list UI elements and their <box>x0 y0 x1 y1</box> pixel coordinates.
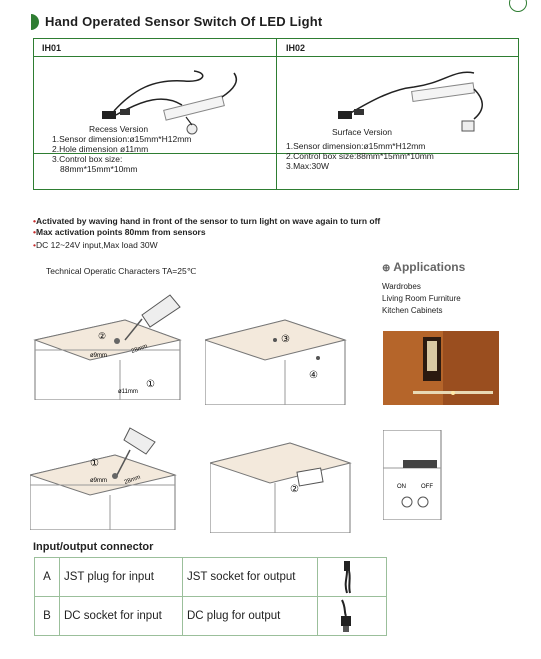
bullet-icon: • <box>33 216 36 226</box>
svg-text:ø9mm: ø9mm <box>90 478 107 484</box>
version-caption: Surface Version <box>332 127 393 137</box>
spec-item: 3.Max:30W <box>286 161 329 171</box>
connector-heading: Input/output connector <box>33 541 154 553</box>
list-item: Wardrobes <box>382 282 421 291</box>
spec-list <box>52 134 191 174</box>
row-letter: B <box>35 597 60 636</box>
svg-text:①: ① <box>90 458 99 469</box>
svg-text:28mm: 28mm <box>123 474 142 486</box>
list-item: Kitchen Cabinets <box>382 306 443 315</box>
svg-text:②: ② <box>98 331 107 341</box>
model-label: IH02 <box>286 43 306 53</box>
bullet-icon: • <box>33 227 36 237</box>
model-label: IH01 <box>42 43 62 53</box>
output-cell: JST socket for output <box>183 558 318 597</box>
dc-connector-icon <box>322 598 378 634</box>
install-diagram-wire <box>205 300 355 405</box>
svg-text:ø11mm: ø11mm <box>118 389 138 395</box>
spec-item: 88mm*15mm*10mm <box>60 164 138 174</box>
feature-item: •Activated by waving hand in front of the sensor to turn light on wave again to turn off <box>33 216 381 226</box>
table-row <box>35 597 387 636</box>
bullet-icon: • <box>33 240 36 250</box>
application-photo <box>383 331 499 405</box>
list-item: Living Room Furniture <box>382 294 461 303</box>
applications-heading: ⊕ Applications <box>382 260 466 274</box>
page-title: Hand Operated Sensor Switch Of LED Light <box>45 14 323 29</box>
spec-list <box>286 141 434 171</box>
install-diagram-mount <box>210 428 355 533</box>
row-letter: A <box>35 558 60 597</box>
connector-image-cell <box>318 597 387 636</box>
input-cell: JST plug for input <box>60 558 183 597</box>
output-cell: DC plug for output <box>183 597 318 636</box>
connector-image-cell <box>318 558 387 597</box>
svg-text:28mm: 28mm <box>130 343 149 355</box>
jst-connector-icon <box>322 559 378 595</box>
feature-item: •DC 12~24V input,Max load 30W <box>33 240 158 250</box>
connector-table <box>34 557 387 636</box>
spec-item: 3.Control box size: <box>52 154 123 164</box>
svg-text:③: ③ <box>281 334 290 345</box>
title-marker <box>31 14 39 30</box>
applications-list <box>382 281 461 317</box>
svg-text:④: ④ <box>309 370 318 381</box>
input-cell: DC socket for input <box>60 597 183 636</box>
technical-note: Technical Operatic Characters TA=25℃ <box>46 266 197 276</box>
target-icon: ⊕ <box>382 263 391 274</box>
table-row <box>35 558 387 597</box>
spec-item: 1.Sensor dimension:ø15mm*H12mm <box>52 134 192 144</box>
svg-text:ON: ON <box>397 484 406 490</box>
svg-text:ø9mm: ø9mm <box>90 353 107 359</box>
product-table <box>33 38 519 190</box>
svg-text:②: ② <box>290 484 299 495</box>
spec-item: 1.Sensor dimension:ø15mm*H12mm <box>286 141 426 151</box>
install-diagram-recess <box>30 285 190 400</box>
switch-diagram <box>383 430 443 520</box>
svg-text:①: ① <box>146 379 155 390</box>
svg-text:OFF: OFF <box>421 484 433 490</box>
spec-item: 2.Hole dimension ø11mm <box>52 144 149 154</box>
spec-item: 2.Control box size:88mm*15mm*10mm <box>286 151 434 161</box>
version-caption: Recess Version <box>89 124 149 134</box>
feature-item: •Max activation points 80mm from sensors <box>33 227 206 237</box>
install-diagram-surface <box>30 420 185 530</box>
corner-circle-icon <box>509 0 527 12</box>
